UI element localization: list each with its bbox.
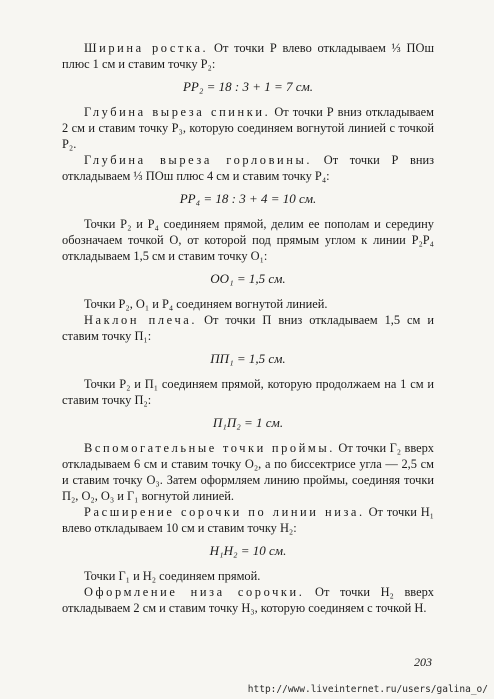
section-heading: Глубина выреза спинки.	[84, 105, 271, 119]
para-shirina-rostka	[62, 40, 434, 72]
section-heading: Вспомогательные точки проймы.	[84, 441, 335, 455]
section-heading: Оформление низа сорочки.	[84, 585, 305, 599]
paragraph-text: От точки Н₁ влево откладываем 10 см и ставим точку Н₂:	[62, 505, 434, 535]
paragraph-text: Точки Г₁ и Н₂ соединяем прямой.	[84, 569, 261, 583]
formula-pp1: ПП₁ = 1,5 см.	[210, 351, 286, 366]
document-body	[62, 40, 434, 616]
section-heading: Ширина ростка.	[84, 41, 209, 55]
paragraph-text: Точки Р₂ и Р₄ соединяем прямой, делим ее пополам и середину обозначаем точкой О, от которой под прямым углом к линии Р₂Р₄ откладываем 1,5 см и ставим точку О₁:	[62, 217, 434, 263]
formula-n1n2: Н₁Н₂ = 10 см.	[209, 543, 287, 558]
page-number: 203	[414, 655, 432, 669]
paragraph-text: От точки Г₂ вверх откладываем 6 см и ставим точку О₂, а по биссектрисе угла — 2,5 см и ставим точку О₃. Затем оформляем линию проймы, соединяя точки П₂, О₂, О₃ и Г₁ вогнутой линией.	[62, 441, 435, 503]
paragraph-text: От точки П вниз откладываем 1,5 см и ставим точку П₁:	[62, 313, 434, 343]
section-heading: Глубина выреза горловины.	[84, 153, 313, 167]
para-p2-p1	[62, 376, 434, 408]
footer-url[interactable]: http://www.liveinternet.ru/users/galina_o/	[247, 684, 488, 695]
formula-pp2: РР₂ = 18 : 3 + 1 = 7 см.	[182, 79, 314, 94]
para-vspomogatelnye-tochki	[62, 440, 434, 504]
paragraph-text: Точки Р₂ и П₁ соединяем прямой, которую продолжаем на 1 см и ставим точку П₂:	[62, 377, 434, 407]
paragraph-text: От точки Р вниз откладываем ⅓ ПОш плюс 4 см и ставим точку Р₄:	[62, 153, 434, 183]
para-p2-p4	[62, 216, 434, 264]
para-p2-o1-p4	[62, 296, 434, 312]
paragraph-text: От точки Н₂ вверх откладываем 2 см и ставим точку Н₃, которую соединяем с точкой Н.	[62, 585, 434, 615]
paragraph-text: От точки Р влево откладываем ⅓ ПОш плюс 1 см и ставим точку Р₂:	[62, 41, 434, 71]
paragraph-text: Точки Р₂, О₁ и Р₄ соединяем вогнутой линией.	[84, 297, 328, 311]
para-rasshirenie-sorochki	[62, 504, 434, 536]
section-heading: Наклон плеча.	[84, 313, 198, 327]
para-glubina-vyreza-spinki	[62, 104, 434, 152]
formula-pp4: РР₄ = 18 : 3 + 4 = 10 см.	[179, 191, 317, 206]
formula-oo1: ОО₁ = 1,5 см.	[210, 271, 286, 286]
paragraph-text: От точки Р вниз откладываем 2 см и ставим точку Р₃, которую соединяем вогнутой линией с точкой Р₂.	[62, 105, 434, 151]
para-g1-h2	[62, 568, 434, 584]
formula-p1p2: П₁П₂ = 1 см.	[212, 415, 284, 430]
para-naklon-plecha	[62, 312, 434, 344]
para-glubina-vyreza-gorloviny	[62, 152, 434, 184]
para-oformlenie-niza	[62, 584, 434, 616]
section-heading: Расширение сорочки по линии низа.	[84, 505, 365, 519]
